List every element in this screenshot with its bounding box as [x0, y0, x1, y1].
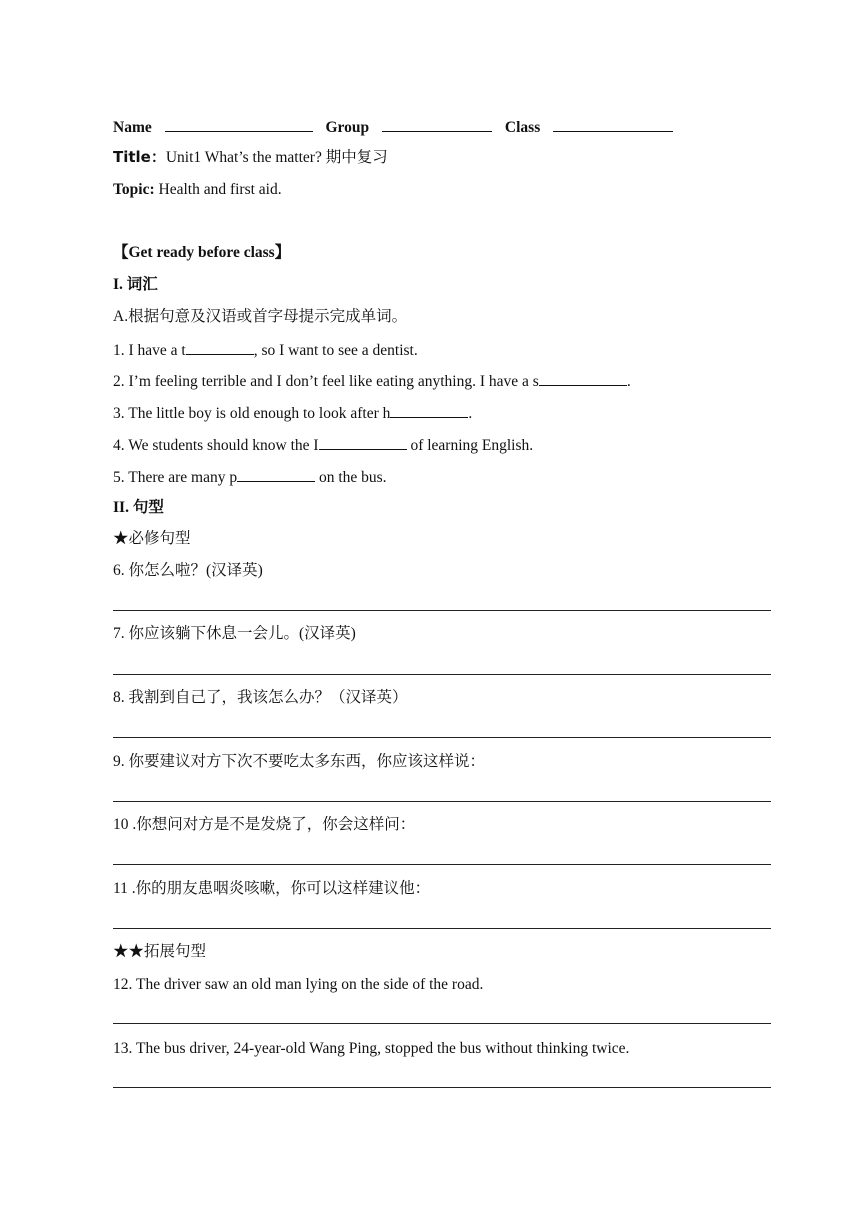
topic-row — [113, 180, 282, 200]
vocab-item-text: 5. There are many p — [113, 469, 238, 486]
answer-line[interactable] — [113, 801, 771, 802]
answer-line[interactable] — [113, 674, 771, 675]
vocab-item-text: 2. I’m feeling terrible and I don’t feel like eating anything. I have a s — [113, 373, 539, 390]
vocab-item-text: 4. We students should know the I — [113, 437, 319, 454]
answer-blank[interactable] — [237, 467, 315, 482]
sentence-item-12: 12. The driver saw an old man lying on the side of the road. — [113, 976, 484, 993]
vocab-heading: I. 词汇 — [113, 276, 158, 293]
answer-line[interactable] — [113, 737, 771, 738]
class-field[interactable] — [553, 117, 673, 132]
vocab-item-text: . — [468, 405, 473, 422]
group-label: Group — [325, 119, 370, 136]
vocab-instruction: A.根据句意及汉语或首字母提示完成单词。 — [113, 308, 408, 325]
sentence-item-8: 8. 我割到自己了，我该怎么办？（汉译英） — [113, 689, 408, 706]
section-heading: 【Get ready before class】 — [113, 244, 291, 261]
sentence-item-13: 13. The bus driver, 24-year-old Wang Ping, stopped the bus without thinking twice. — [113, 1040, 630, 1057]
header-row — [113, 117, 673, 138]
vocab-item-text: 3. The little boy is old enough to look after h — [113, 405, 391, 422]
vocab-item-1 — [113, 340, 418, 361]
title-row — [113, 147, 388, 168]
answer-line[interactable] — [113, 928, 771, 929]
vocab-item-3 — [113, 403, 472, 424]
group-field[interactable] — [382, 117, 492, 132]
name-field[interactable] — [165, 117, 313, 132]
sentence-item-7: 7. 你应该躺下休息一会儿。(汉译英) — [113, 625, 356, 642]
sentence-item-10: 10 .你想问对方是不是发烧了，你会这样问： — [113, 816, 416, 833]
vocab-item-2 — [113, 371, 631, 392]
answer-line[interactable] — [113, 1087, 771, 1088]
class-label: Class — [504, 119, 541, 136]
vocab-item-4 — [113, 435, 533, 456]
topic-label: Topic: — [113, 181, 155, 198]
required-label: ★必修句型 — [113, 530, 191, 547]
answer-blank[interactable] — [390, 403, 468, 418]
vocab-item-text: . — [626, 373, 631, 390]
sentence-item-11: 11 .你的朋友患咽炎咳嗽，你可以这样建议他： — [113, 880, 431, 897]
answer-line[interactable] — [113, 610, 771, 611]
title-value: Unit1 What’s the matter? 期中复习 — [165, 149, 388, 166]
sentence-item-9: 9. 你要建议对方下次不要吃太多东西，你应该这样说： — [113, 753, 486, 770]
title-label: Title： — [113, 148, 166, 166]
answer-blank[interactable] — [319, 435, 407, 450]
vocab-item-text: on the bus. — [315, 469, 387, 486]
answer-blank[interactable] — [186, 340, 254, 355]
vocab-item-text: , so I want to see a dentist. — [253, 342, 418, 359]
extended-label: ★★拓展句型 — [113, 943, 207, 960]
sentence-item-6: 6. 你怎么啦？(汉译英) — [113, 562, 263, 579]
sentences-heading: II. 句型 — [113, 499, 164, 516]
topic-value: Health and first aid. — [154, 181, 282, 198]
name-label: Name — [113, 119, 152, 136]
answer-blank[interactable] — [539, 371, 627, 386]
answer-line[interactable] — [113, 1023, 771, 1024]
vocab-item-text: of learning English. — [406, 437, 534, 454]
answer-line[interactable] — [113, 864, 771, 865]
vocab-item-text: 1. I have a t — [113, 342, 186, 359]
vocab-item-5 — [113, 467, 387, 488]
